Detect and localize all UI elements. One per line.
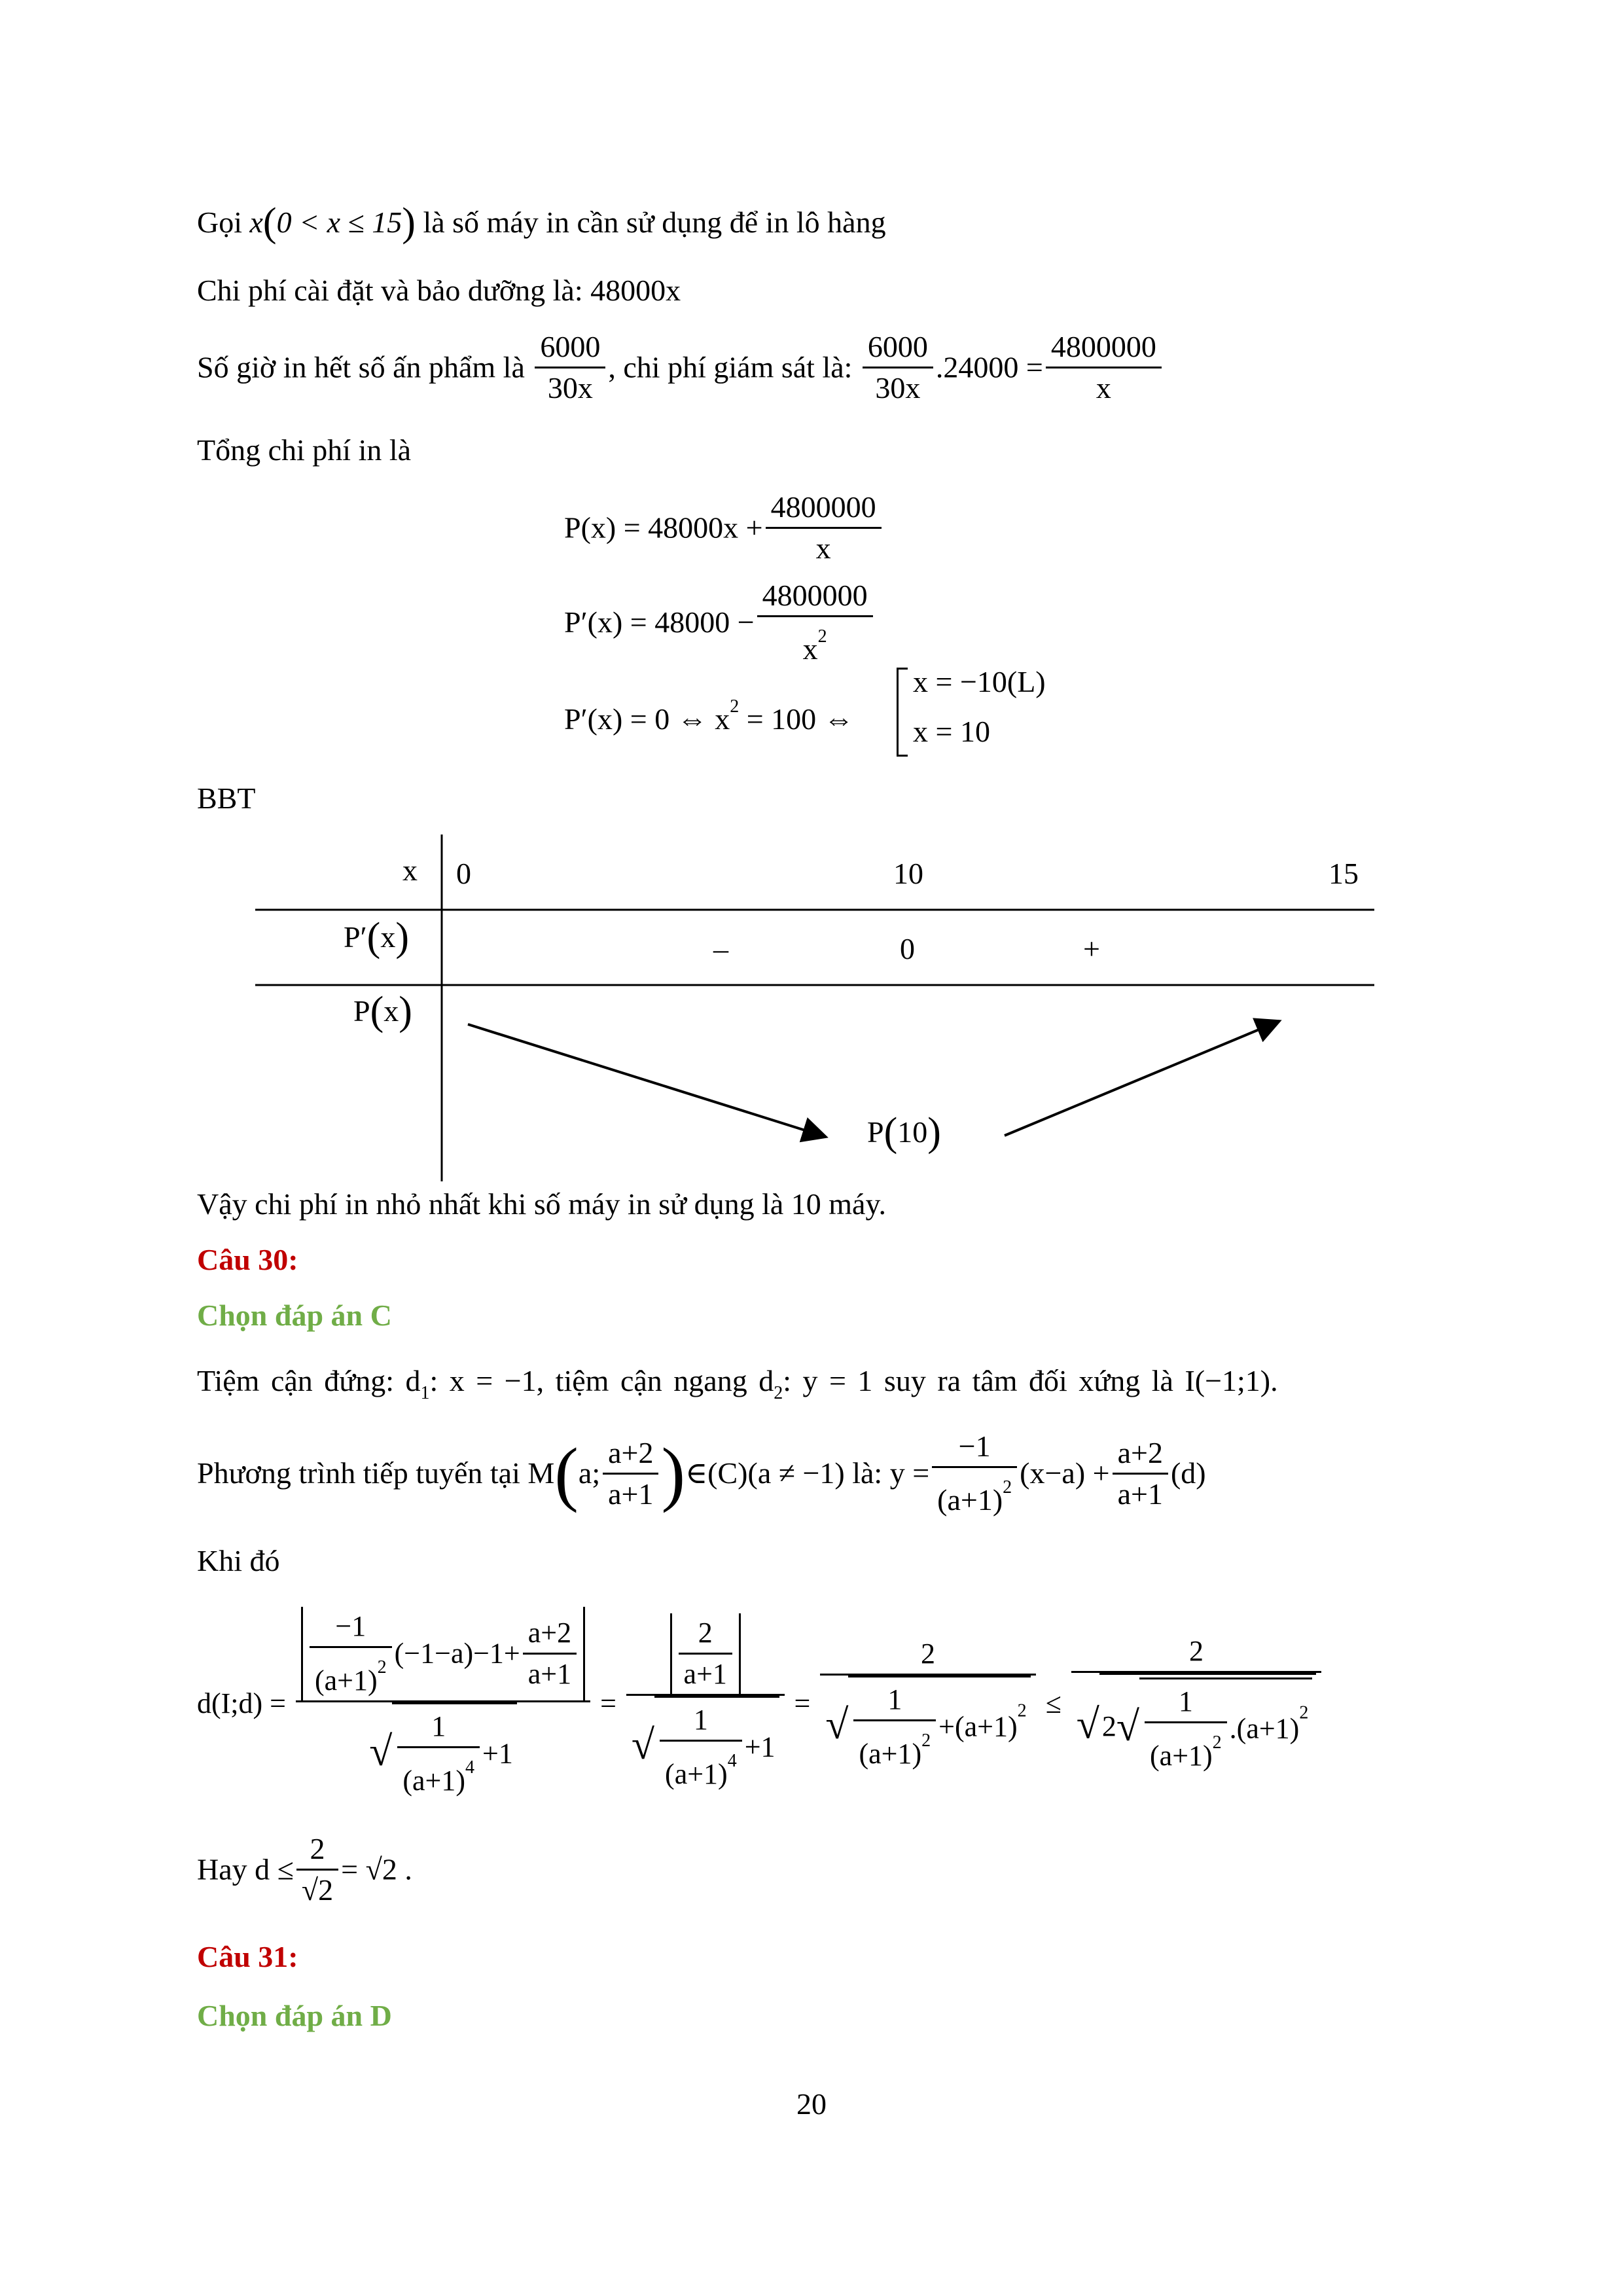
table-row-dp: P′(x) <box>344 915 409 960</box>
page-number: 20 <box>796 2087 827 2121</box>
dist-frac-2: $\frac{2}{a+1}$ √ $\frac{1}{(a+1)^4}$ +1 <box>626 1613 785 1794</box>
q30-asymptotes: Tiệm cận đứng: $d_1$: x = −1, tiệm cận ngang $d_2$: y = 1 suy ra tâm đối xứng là I(−1;1). <box>197 1364 1278 1403</box>
table-zero: 0 <box>900 932 915 965</box>
table-pmin: P(10) <box>867 1110 941 1155</box>
intro-line-total: Tổng chi phí in là <box>197 433 412 467</box>
q30-answer: Chọn đáp án C <box>197 1299 392 1332</box>
table-row-p: P(x) <box>353 989 412 1033</box>
dist-frac-4: 2 √2√ $\frac{1}{(a+1)^2}$ $.(a+1)^2$ <box>1071 1632 1322 1776</box>
equation-crit: P′(x) = 0 ⇔ $x^2 = 100$ ⇔ <box>564 696 854 736</box>
table-x15: 15 <box>1329 857 1359 890</box>
root-2: x = 10 <box>913 715 990 748</box>
root-1: x = −10(L) <box>913 665 1046 698</box>
increasing-arrow <box>1005 1021 1279 1136</box>
table-x10: 10 <box>893 857 923 890</box>
intro-line-goi: Gọi x(0 < x ≤ 15) là số máy in cần sử dụng để in lô hàng <box>197 200 886 245</box>
bbt-label: BBT <box>197 781 256 815</box>
equation-dp: P′(x) = 48000 − $\frac{4800000}{x^2}$ <box>564 576 876 669</box>
conclusion: Vậy chi phí in nhỏ nhất khi số máy in sử dụng là 10 máy. <box>197 1187 886 1221</box>
q30-tangent: Phương trình tiếp tuyến tại M(a; $\frac{a+2}{a+1}$ )∈(C)(a ≠ −1) là: y = $\frac{-1}{(a+1)^2}$ (x−a) + $\frac{a+2}{a+1}$ (d) <box>197 1427 1206 1520</box>
dist-frac-1: $\frac{-1}{(a+1)^2}$ (−1−a)−1+ $\frac{a+2}{a+1}$ √ $\frac{1}{(a+1)^4}$ +1 <box>296 1607 590 1801</box>
decreasing-arrow <box>468 1024 826 1137</box>
intro-line-install: Chi phí cài đặt và bảo dưỡng là: 48000x <box>197 274 681 307</box>
q30-conclusion: Hay d ≤ $\frac{2}{√2}$ = √2 . <box>197 1829 412 1910</box>
q30-khi-do: Khi đó <box>197 1544 280 1577</box>
q31-title: Câu 31: <box>197 1940 298 1973</box>
q31-answer: Chọn đáp án D <box>197 1999 392 2032</box>
table-minus: – <box>713 932 728 965</box>
equation-p: P(x) = 48000x + $\frac{4800000}{x}$ <box>564 488 884 568</box>
q30-title: Câu 30: <box>197 1243 298 1276</box>
table-plus: + <box>1083 932 1100 965</box>
intro-line-hours: Số giờ in hết số ấn phẩm là $\frac{6000}{30x}$ , chi phí giám sát là: $\frac{6000}{30x}$ .24000 = $\frac{4800000}{x}$ <box>197 327 1164 408</box>
dist-frac-3: 2 √ $\frac{1}{(a+1)^2}$ $+(a+1)^2$ <box>820 1634 1035 1774</box>
table-x0: 0 <box>456 857 471 890</box>
table-row-x: x <box>402 853 418 887</box>
q30-distance-formula: d(I;d) = $\frac{-1}{(a+1)^2}$ (−1−a)−1+ $\frac{a+2}{a+1}$ √ $\frac{1}{(a+1)^4}$ +1 = $\frac{2}{a+1}$ √ $\frac{1}{(a+1)^4}$ +1 = 2 √ $\frac{1}{(a+1)^2}$ $+(a+1)^2$ ≤ 2 √2√ $\frac{1}{(a+1)^2}$ $.(a+1)^2$ <box>197 1607 1324 1801</box>
